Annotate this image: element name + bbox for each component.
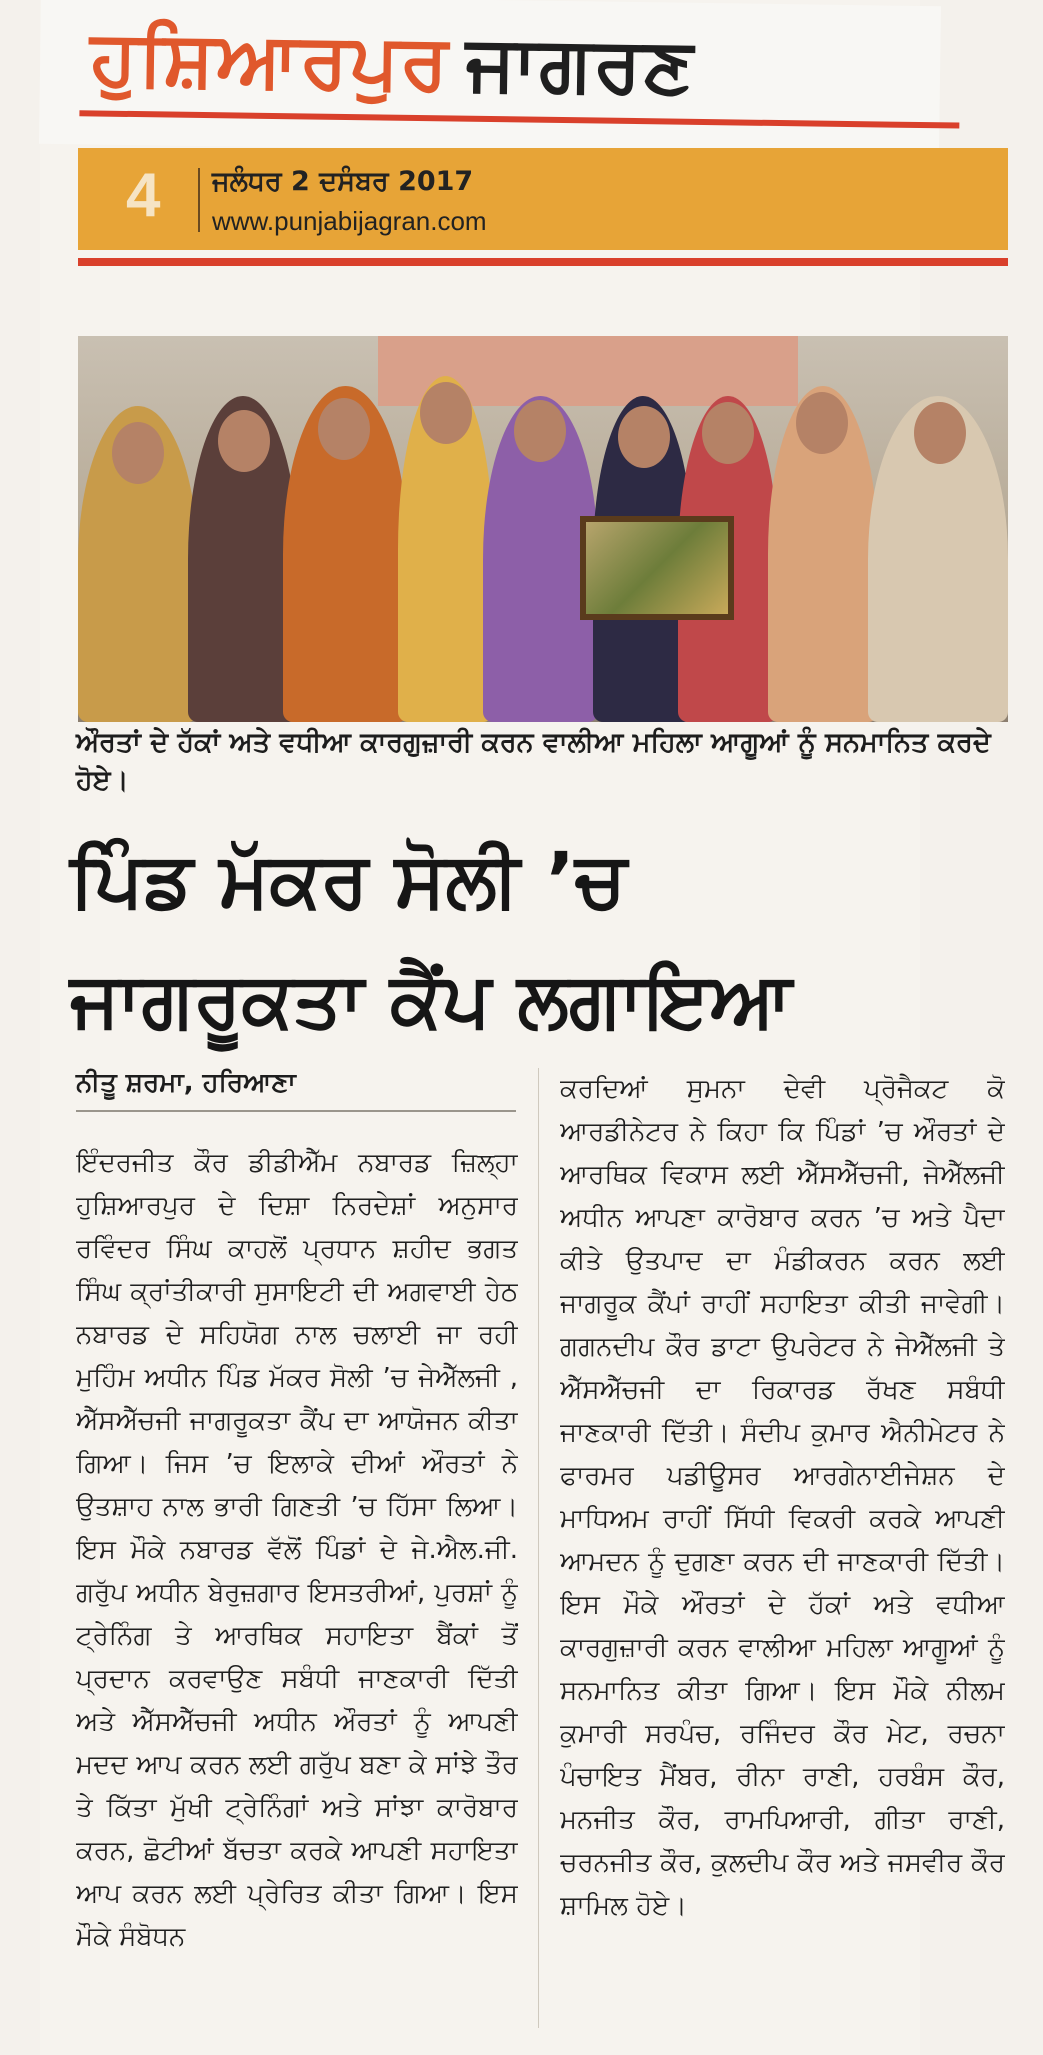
photo-person-head — [796, 392, 848, 454]
byline: ਨੀਤੂ ਸ਼ਰਮਾ, ਹਰਿਆਣਾ — [76, 1068, 296, 1098]
headline-line-1: ਪਿੰਡ ਮੱਕਰ ਸੋਲੀ ’ਚ — [70, 835, 627, 924]
photo-person-head — [218, 410, 270, 472]
date-bar-rule — [78, 258, 1008, 266]
article-column-1: ਇੰਦਰਜੀਤ ਕੌਰ ਡੀਡੀਐੱਮ ਨਬਾਰਡ ਜ਼ਿਲ੍ਹਾ ਹੁਸ਼ਿਆਰਪੁਰ ਦੇ ਦਿਸ਼ਾ ਨਿਰਦੇਸ਼ਾਂ ਅਨੁਸਾਰ ਰਵਿੰਦਰ ਸਿੰਘ ਕਾਹਲੋਂ ਪ੍ਰਧਾਨ ਸ਼ਹੀਦ ਭਗਤ ਸਿੰਘ ਕ੍ਰਾਂਤੀਕਾਰੀ ਸੁਸਾਇਟੀ ਦੀ ਅਗਵਾਈ ਹੇਠ ਨਬਾਰਡ ਦੇ ਸਹਿਯੋਗ ਨਾਲ ਚਲਾਈ ਜਾ ਰਹੀ ਮੁਹਿੰਮ ਅਧੀਨ ਪਿੰਡ ਮੱਕਰ ਸੋਲੀ ’ਚ ਜੇਐੱਲਜੀ , ਐੱਸਐੱਚਜੀ ਜਾਗਰੂਕਤਾ ਕੈਂਪ ਦਾ ਆਯੋਜਨ ਕੀਤਾ ਗਿਆ। ਜਿਸ ’ਚ ਇਲਾਕੇ ਦੀਆਂ ਔਰਤਾਂ ਨੇ ਉਤਸ਼ਾਹ ਨਾਲ ਭਾਰੀ ਗਿਣਤੀ ’ਚ ਹਿੱਸਾ ਲਿਆ। ਇਸ ਮੌਕੇ ਨਬਾਰਡ ਵੱਲੋਂ ਪਿੰਡਾਂ ਦੇ ਜੇ.ਐਲ.ਜੀ. ਗਰੁੱਪ ਅਧੀਨ ਬੇਰੁਜ਼ਗਾਰ ਇਸਤਰੀਆਂ, ਪੁਰਸ਼ਾਂ ਨੂੰ ਟ੍ਰੇਨਿੰਗ ਤੇ ਆਰਥਿਕ ਸਹਾਇਤਾ ਬੈਂਕਾਂ ਤੋਂ ਪ੍ਰਦਾਨ ਕਰਵਾਉਣ ਸਬੰਧੀ ਜਾਣਕਾਰੀ ਦਿੱਤੀ ਅਤੇ ਐੱਸਐੱਚਜੀ ਅਧੀਨ ਔਰਤਾਂ ਨੂੰ ਆਪਣੀ ਮਦਦ ਆਪ ਕਰਨ ਲਈ ਗਰੁੱਪ ਬਣਾ ਕੇ ਸਾਂਝੇ ਤੌਰ ਤੇ ਕਿੱਤਾ ਮੁੱਖੀ ਟ੍ਰੇਨਿੰਗਾਂ ਅਤੇ ਸਾਂਝਾ ਕਾਰੋਬਾਰ ਕਰਨ, ਛੋਟੀਆਂ ਬੱਚਤਾ ਕਰਕੇ ਆਪਣੀ ਸਹਾਇਤਾ ਆਪ ਕਰਨ ਲਈ ਪ੍ਰੇਰਿਤ ਕੀਤਾ ਗਿਆ। ਇਸ ਮੌਕੇ ਸੰਬੋਧਨ — [76, 1148, 518, 1952]
masthead-city: ਹੁਸ਼ਿਆਰਪੁਰ — [89, 12, 451, 107]
photo-person-head — [514, 400, 566, 462]
article-column-2: ਕਰਦਿਆਂ ਸੁਮਨਾ ਦੇਵੀ ਪ੍ਰੋਜੈਕਟ ਕੋ ਆਰਡੀਨੇਟਰ ਨੇ ਕਿਹਾ ਕਿ ਪਿੰਡਾਂ ’ਚ ਔਰਤਾਂ ਦੇ ਆਰਥਿਕ ਵਿਕਾਸ ਲਈ ਐੱਸਐੱਚਜੀ, ਜੇਐੱਲਜੀ ਅਧੀਨ ਆਪਣਾ ਕਾਰੋਬਾਰ ਕਰਨ ’ਚ ਅਤੇ ਪੈਦਾ ਕੀਤੇ ਉਤਪਾਦ ਦਾ ਮੰਡੀਕਰਨ ਕਰਨ ਲਈ ਜਾਗਰੂਕ ਕੈਂਪਾਂ ਰਾਹੀਂ ਸਹਾਇਤਾ ਕੀਤੀ ਜਾਵੇਗੀ। ਗਗਨਦੀਪ ਕੌਰ ਡਾਟਾ ਉਪਰੇਟਰ ਨੇ ਜੇਐੱਲਜੀ ਤੇ ਐੱਸਐੱਚਜੀ ਦਾ ਰਿਕਾਰਡ ਰੱਖਣ ਸਬੰਧੀ ਜਾਣਕਾਰੀ ਦਿੱਤੀ। ਸੰਦੀਪ ਕੁਮਾਰ ਐਨੀਮੇਟਰ ਨੇ ਫਾਰਮਰ ਪਡੀਊਸਰ ਆਰਗੇਨਾਈਜੇਸ਼ਨ ਦੇ ਮਾਧਿਅਮ ਰਾਹੀਂ ਸਿੱਧੀ ਵਿਕਰੀ ਕਰਕੇ ਆਪਣੀ ਆਮਦਨ ਨੂੰ ਦੁਗਣਾ ਕਰਨ ਦੀ ਜਾਣਕਾਰੀ ਦਿੱਤੀ। ਇਸ ਮੌਕੇ ਔਰਤਾਂ ਦੇ ਹੱਕਾਂ ਅਤੇ ਵਧੀਆ ਕਾਰਗੁਜ਼ਾਰੀ ਕਰਨ ਵਾਲੀਆ ਮਹਿਲਾ ਆਗੂਆਂ ਨੂੰ ਸਨਮਾਨਿਤ ਕੀਤਾ ਗਿਆ। ਇਸ ਮੌਕੇ ਨੀਲਮ ਕੁਮਾਰੀ ਸਰਪੰਚ, ਰਜਿੰਦਰ ਕੌਰ ਮੇਟ, ਰਚਨਾ ਪੰਚਾਇਤ ਮੈਂਬਰ, ਰੀਨਾ ਰਾਣੀ, ਹਰਬੰਸ ਕੌਰ, ਮਨਜੀਤ ਕੌਰ, ਰਾਮਪਿਆਰੀ, ਗੀਤਾ ਰਾਣੀ, ਚਰਨਜੀਤ ਕੌਰ, ਕੁਲਦੀਪ ਕੌਰ ਅਤੇ ਜਸਵੀਰ ਕੌਰ ਸ਼ਾਮਿਲ ਹੋਏ। — [560, 1074, 1005, 1921]
headline-line-2: ਜਾਗਰੂਕਤਾ ਕੈਂਪ ਲਗਾਇਆ — [70, 955, 793, 1044]
issue-date: ਜਲੰਧਰ 2 ਦਸੰਬਰ 2017 — [212, 166, 474, 197]
column-divider — [538, 1068, 539, 2028]
photo-caption: ਔਰਤਾਂ ਦੇ ਹੱਕਾਂ ਅਤੇ ਵਧੀਆ ਕਾਰਗੁਜ਼ਾਰੀ ਕਰਨ ਵਾਲੀਆ ਮਹਿਲਾ ਆਗੂਆਂ ਨੂੰ ਸਨਮਾਨਿਤ ਕਰਦੇ ਹੋਏ। — [76, 727, 991, 796]
photo-person-head — [914, 402, 966, 464]
photo-person-head — [420, 382, 472, 444]
framed-painting — [580, 516, 734, 620]
masthead-paper: ਜਾਗਰਣ — [465, 17, 696, 110]
date-bar — [78, 148, 1008, 250]
photo-person-head — [318, 398, 370, 460]
page-number: 4 — [126, 161, 161, 230]
date-divider — [198, 168, 200, 232]
headline — [70, 820, 1010, 1060]
website: www.punjabijagran.com — [212, 206, 487, 236]
byline-rule — [76, 1110, 516, 1112]
photo-person-head — [112, 422, 164, 484]
photo-person-head — [702, 402, 754, 464]
news-photo — [78, 336, 1008, 722]
masthead-title — [90, 12, 696, 111]
photo-person-head — [618, 406, 670, 468]
masthead-rule — [79, 110, 959, 128]
masthead — [39, 0, 941, 156]
